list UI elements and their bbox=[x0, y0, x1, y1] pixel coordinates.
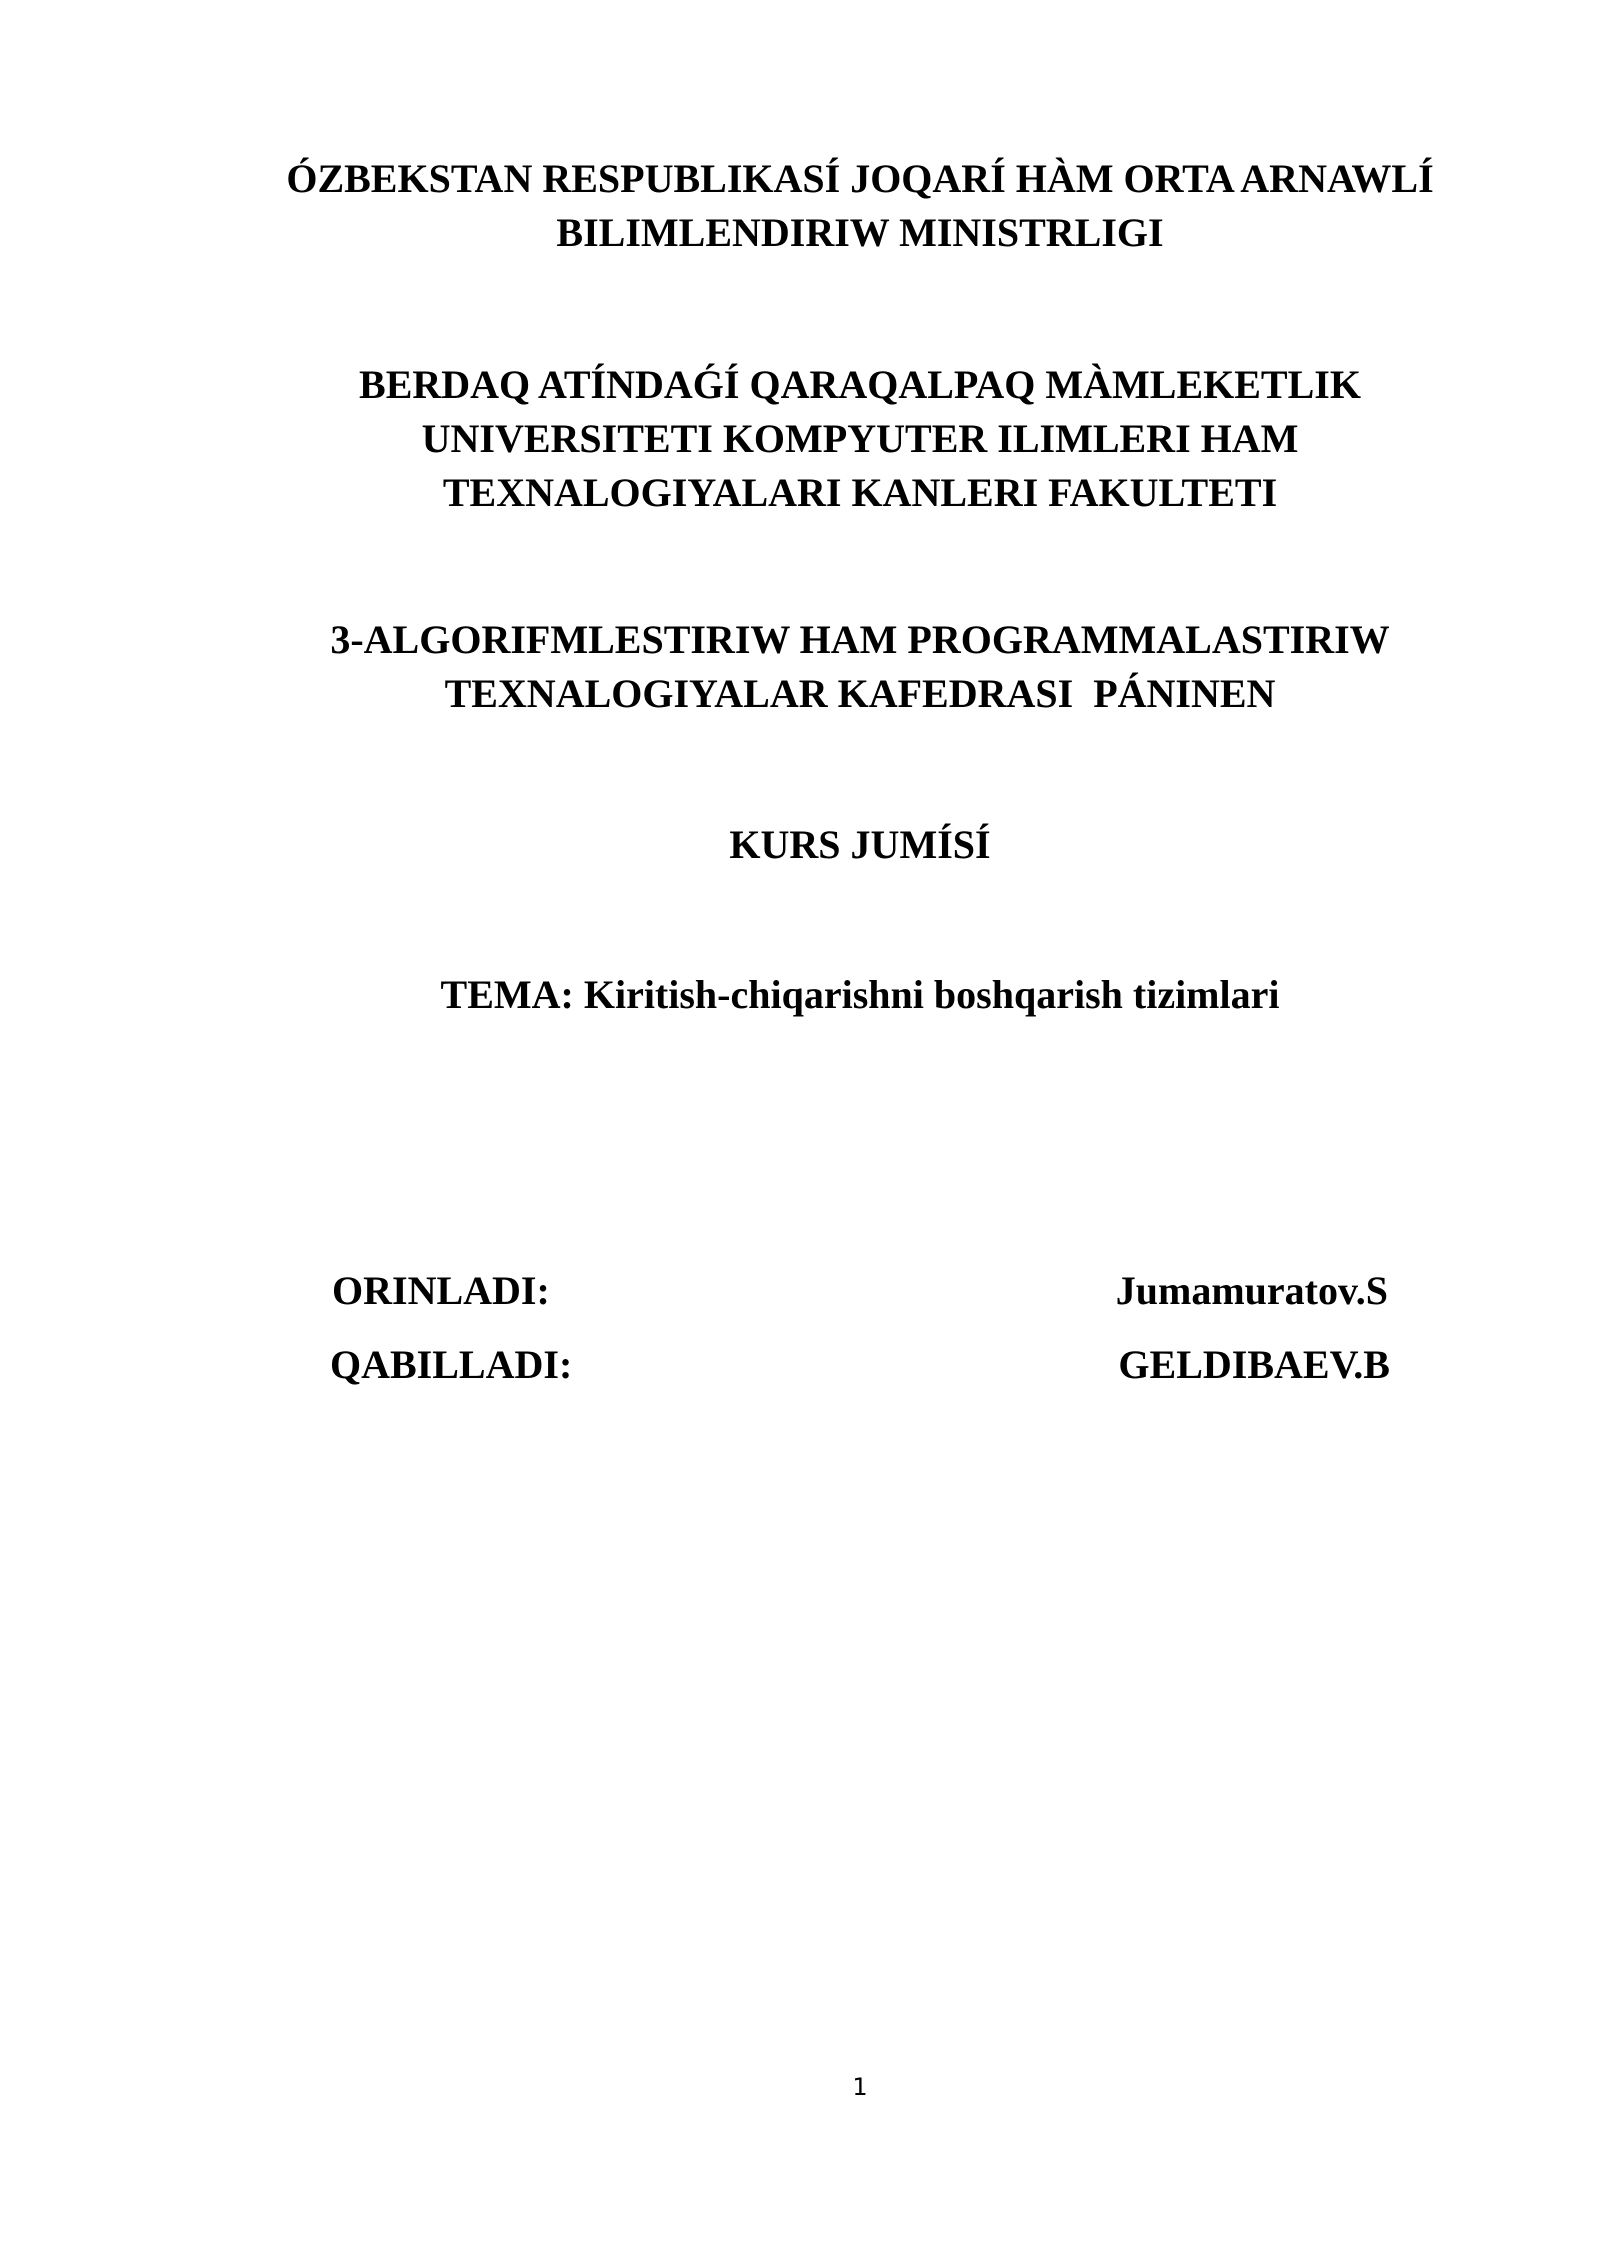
performed-by-label: ORINLADI: bbox=[332, 1268, 550, 1313]
performed-by-name: Jumamuratov.S bbox=[1115, 1268, 1388, 1313]
department-heading bbox=[240, 613, 1480, 721]
ministry-heading-line-2: BILIMLENDIRIW MINISTRLIGI bbox=[556, 210, 1164, 255]
department-heading-line-1: 3-ALGORIFMLESTIRIW HAM PROGRAMMALASTIRIW bbox=[330, 617, 1390, 662]
university-heading-line-1: BERDAQ ATÍNDAǴÍ QARAQALPAQ MÀMLEKETLIK bbox=[359, 362, 1361, 407]
university-heading-line-2: UNIVERSITETI KOMPYUTER ILIMLERI HAM bbox=[421, 416, 1299, 461]
university-heading bbox=[240, 358, 1480, 520]
topic-title: TEMA: Kiritish-chiqarishni boshqarish tizimlari bbox=[440, 972, 1280, 1017]
page-number: 1 bbox=[852, 2073, 868, 2101]
accepted-by-label: QABILLADI: bbox=[330, 1342, 573, 1387]
university-heading-line-3: TEXNALOGIYALARI KANLERI FAKULTETI bbox=[442, 470, 1278, 515]
document-type-title: KURS JUMÍSÍ bbox=[729, 822, 991, 867]
accepted-by-name: GELDIBAEV.B bbox=[1118, 1342, 1390, 1387]
department-heading-line-2: TEXNALOGIYALAR KAFEDRASI PÁNINEN bbox=[444, 671, 1276, 716]
ministry-heading bbox=[240, 152, 1480, 260]
ministry-heading-line-1: ÓZBEKSTAN RESPUBLIKASÍ JOQARÍ HÀM ORTA ARNAWLÍ bbox=[286, 156, 1434, 201]
